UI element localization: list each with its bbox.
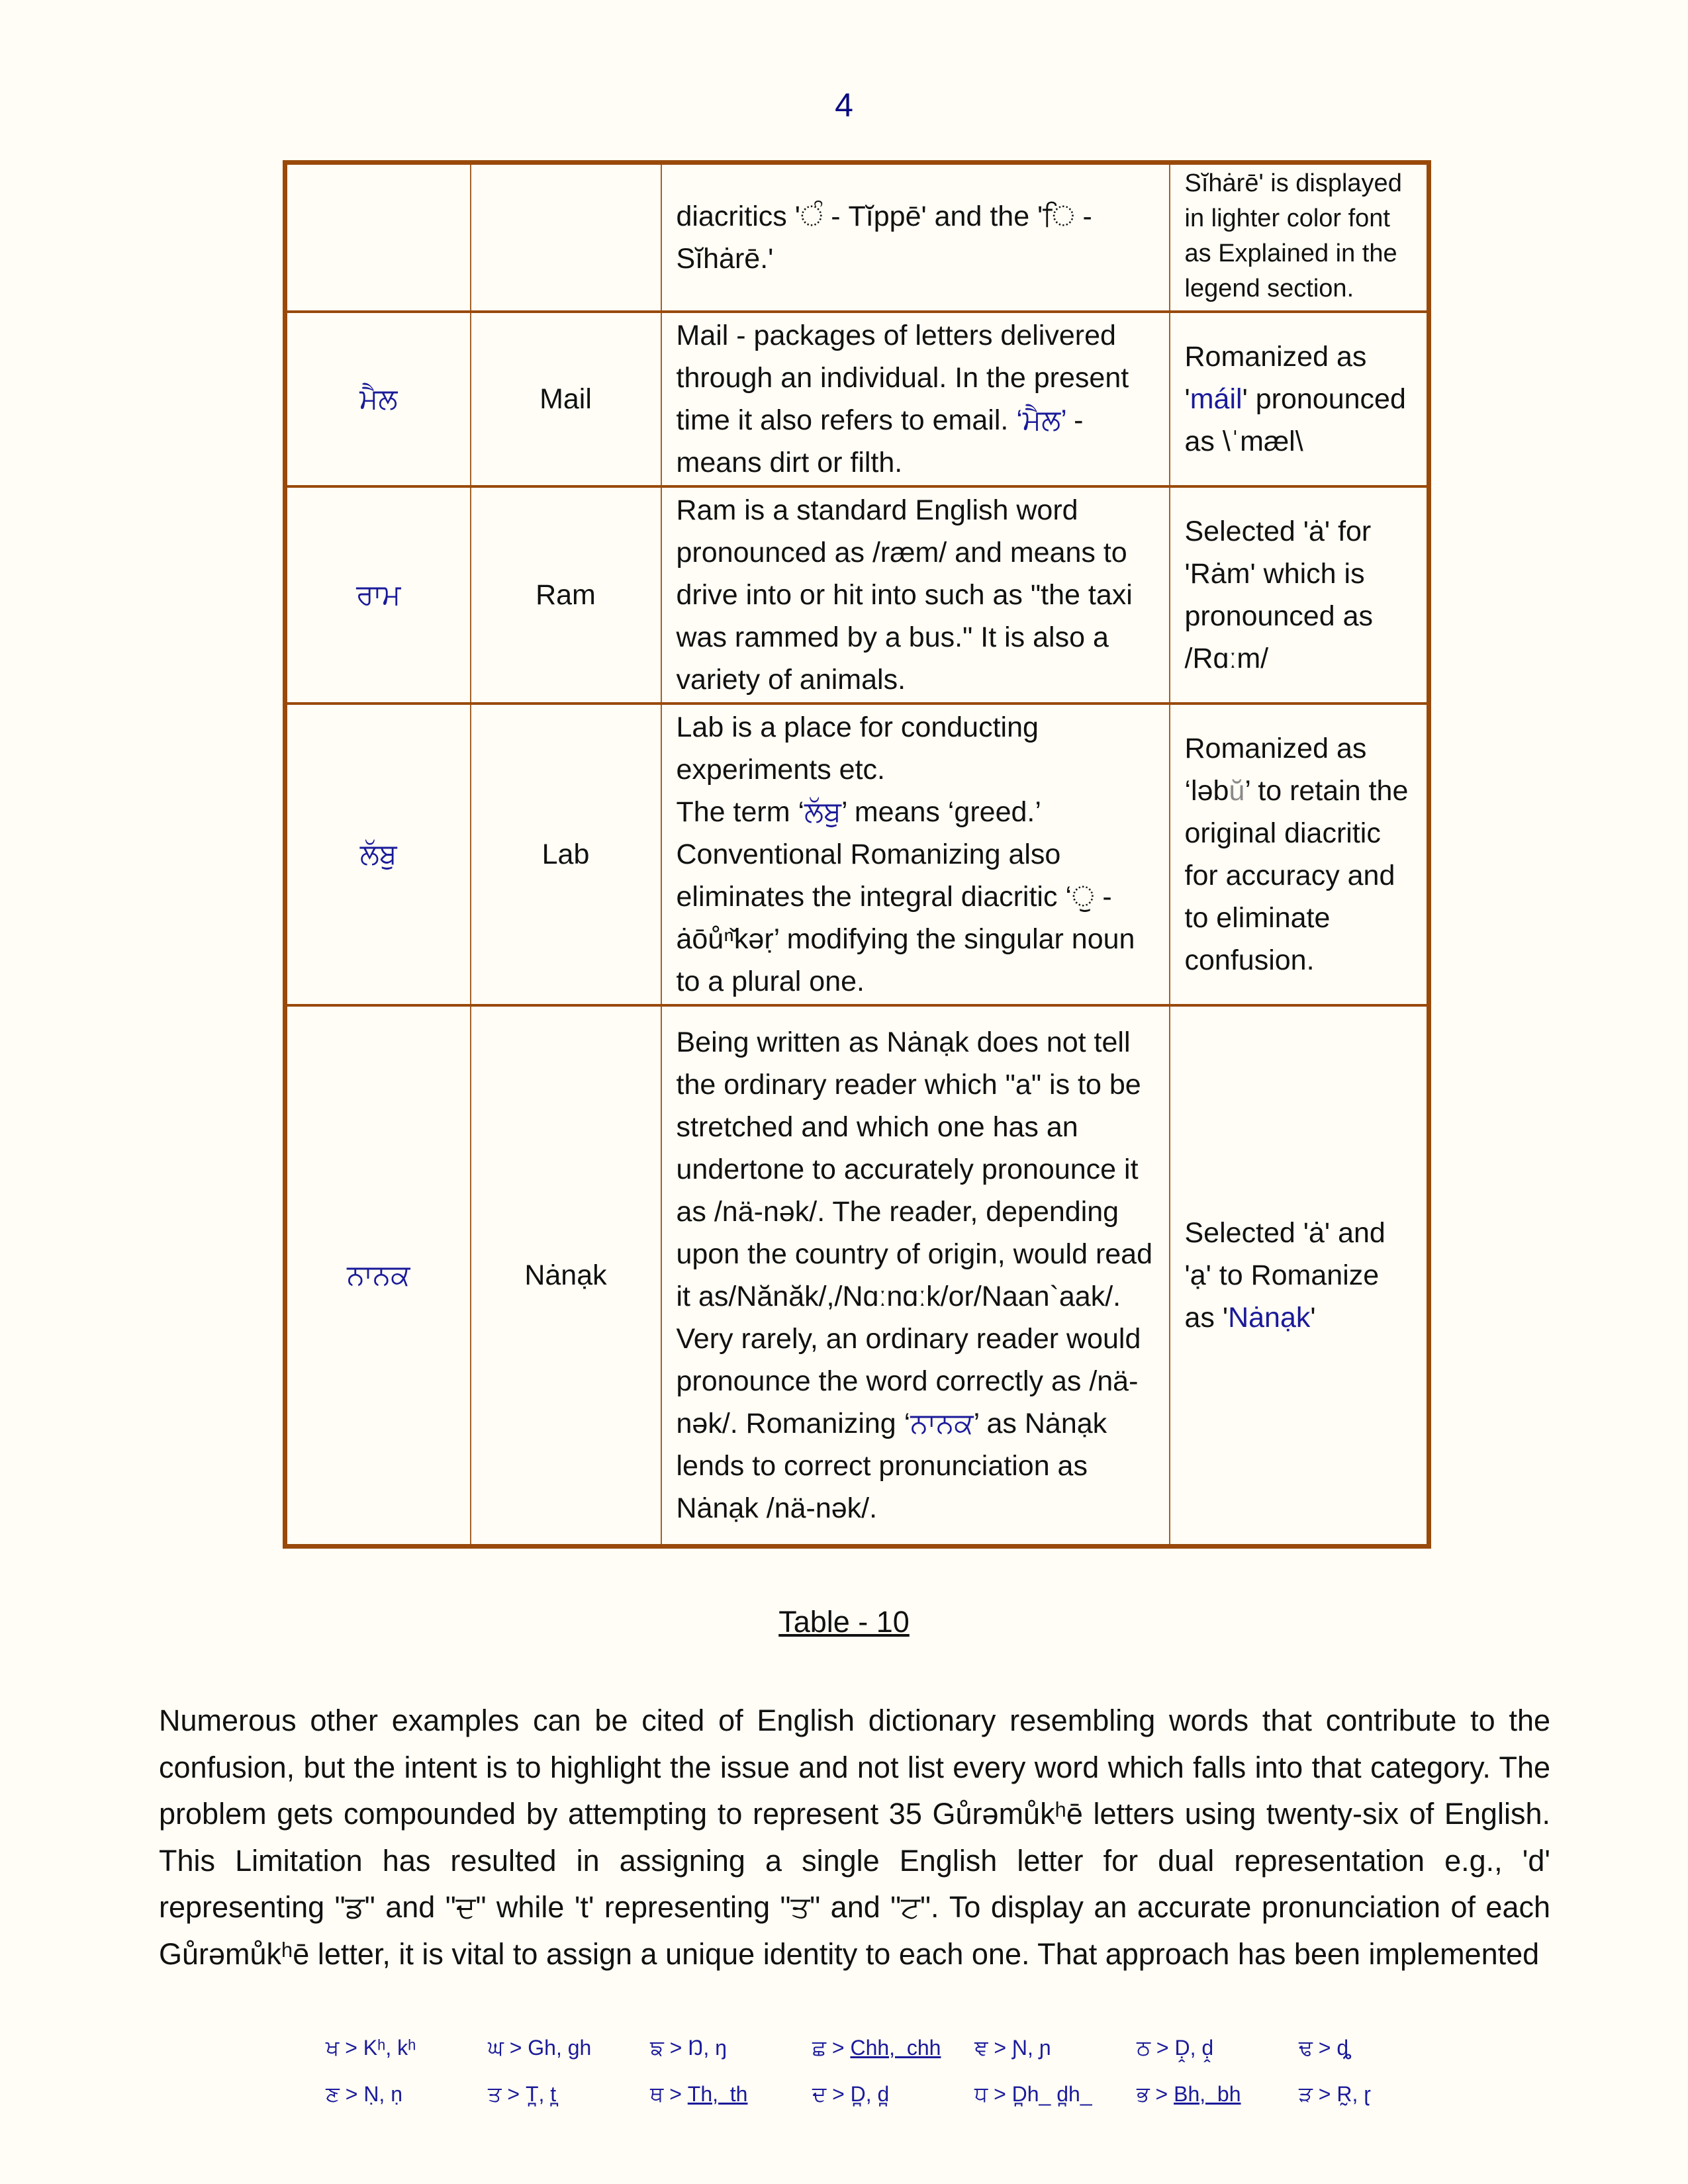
- roman-mapping: T̪, t̪: [525, 2082, 557, 2106]
- highlighted-term: ਲੱਬੁ: [804, 796, 841, 828]
- legend-item: [650, 2082, 812, 2107]
- text-run: Selected 'ȧ' for 'Rȧm' which is pronounced as /Rɑːm/: [1184, 515, 1373, 674]
- text-run: ’ to retain the original diacritic for accuracy and to eliminate confusion.: [1184, 774, 1409, 976]
- text-run: Romanized as ‘ləb: [1184, 732, 1367, 807]
- roman-mapping: Ṇ, ṇ: [363, 2082, 402, 2106]
- table-row: [285, 163, 1429, 312]
- table-row: [285, 312, 1429, 486]
- gurmukhi-letter: ਣ: [326, 2082, 340, 2106]
- text-run: - means dirt or filth.: [676, 404, 1084, 478]
- legend-item: [974, 2082, 1137, 2107]
- gurmukhi-word-cell: [285, 163, 471, 312]
- arrow: >: [826, 2082, 851, 2106]
- romanization-note-cell: [1170, 486, 1429, 704]
- text-run: Sĭhȧrē' is displayed in lighter color font as Explained in the legend section.: [1184, 169, 1402, 302]
- description-cell: [661, 312, 1170, 486]
- legend-item: [1137, 2082, 1299, 2107]
- roman-mapping: Kʰ, kʰ: [363, 2036, 416, 2060]
- roman-mapping: D̪h_ d̪h_: [1011, 2082, 1092, 2106]
- highlighted-term: Nȧnạk: [1228, 1301, 1311, 1334]
- text-run: Ram is a standard English word pronounced as /ræm/ and means to drive into or hit into such as "the taxi was rammed by a bus." It is also a variety of animals.: [676, 494, 1133, 696]
- text-run: ' pronounced as \ˈmæl\: [1184, 383, 1406, 457]
- legend-item: [974, 2036, 1137, 2061]
- gurmukhi-letter: ਤ: [488, 2082, 502, 2106]
- page-number: 4: [835, 87, 853, 124]
- gurmukhi-letter: ਭ: [1137, 2082, 1150, 2106]
- gurmukhi-letter: ਦ: [812, 2082, 827, 2106]
- gurmukhi-word-cell: ਲੱਬੁ: [285, 704, 471, 1005]
- legend-item: [1299, 2036, 1461, 2061]
- highlighted-term: ‘ਮੈਲ’: [1016, 404, 1066, 436]
- arrow: >: [988, 2082, 1012, 2106]
- gurmukhi-word-cell: ਰਾਮ: [285, 486, 471, 704]
- legend-item: [488, 2082, 650, 2107]
- roman-mapping: R̰, ɽ: [1336, 2082, 1371, 2106]
- legend-item: [326, 2036, 488, 2061]
- description-cell: [661, 163, 1170, 312]
- arrow: >: [1312, 2036, 1337, 2060]
- arrow: >: [1149, 2082, 1174, 2106]
- arrow: >: [339, 2082, 364, 2106]
- gurmukhi-letter: ਖ: [326, 2036, 340, 2060]
- text-run: ': [1310, 1301, 1316, 1334]
- gurmukhi-letter: ੜ: [1299, 2082, 1313, 2106]
- legend-item: [1299, 2082, 1461, 2107]
- arrow: >: [503, 2036, 528, 2060]
- highlighted-term: máil: [1190, 383, 1243, 415]
- text-run: Mail - packages of letters delivered through an individual. In the present time it also refers to email.: [676, 319, 1129, 436]
- gurmukhi-legend: [326, 2025, 1461, 2118]
- english-word-cell: Ram: [471, 486, 661, 704]
- romanization-note-cell: [1170, 1005, 1429, 1547]
- roman-mapping: Ḍ̭, ḍ̭: [1174, 2036, 1214, 2060]
- table-row: [285, 1005, 1429, 1547]
- gurmukhi-letter: ਠ: [1137, 2036, 1151, 2060]
- roman-mapping: D̪, d̪: [850, 2082, 890, 2106]
- english-word-cell: Lab: [471, 704, 661, 1005]
- arrow: >: [501, 2082, 526, 2106]
- text-run: Selected 'ȧ' and 'ạ' to Romanize as ': [1184, 1216, 1385, 1334]
- table-caption: Table - 10: [778, 1605, 910, 1639]
- table-row: [285, 486, 1429, 704]
- english-word-cell: Nȧnạk: [471, 1005, 661, 1547]
- table-row: [285, 704, 1429, 1005]
- text-run: ’ as Nȧnạk lends to correct pronunciation as Nȧnạk /nä-nək/.: [676, 1407, 1107, 1524]
- arrow: >: [663, 2082, 688, 2106]
- description-cell: [661, 1005, 1170, 1547]
- gurmukhi-letter: ਘ: [488, 2036, 504, 2060]
- romanization-note-cell: [1170, 704, 1429, 1005]
- romanization-table: [283, 160, 1431, 1549]
- text-run: Romanized as ': [1184, 340, 1367, 415]
- legend-item: [812, 2036, 974, 2061]
- roman-mapping: Bh, bh: [1174, 2082, 1241, 2106]
- description-cell: [661, 486, 1170, 704]
- legend-row: [326, 2071, 1461, 2118]
- arrow: >: [339, 2036, 363, 2060]
- legend-item: [326, 2082, 488, 2107]
- text-run: Lab is a place for conducting experiments etc.: [676, 711, 1039, 786]
- highlighted-term: ਨਾਨਕ: [910, 1407, 974, 1439]
- romanization-note-cell: [1170, 312, 1429, 486]
- legend-item: [650, 2036, 812, 2061]
- english-word-cell: Mail: [471, 312, 661, 486]
- gurmukhi-letter: ਛ: [812, 2036, 826, 2060]
- roman-mapping: Gh, gh: [528, 2036, 592, 2060]
- roman-mapping: Ŋ, ŋ: [688, 2036, 727, 2060]
- arrow: >: [663, 2036, 688, 2060]
- gurmukhi-word-cell: ਨਾਨਕ: [285, 1005, 471, 1547]
- text-run: Being written as Nȧnạk does not tell the ordinary reader which "a" is to be stretched and which one has an undertone to accurately pronounce it as /nä-nək/. The reader, depending upon the country of origin, would read it as/Nănăk/,/Nɑːnɑːk/or/Naan`aak/. Very rarely, an ordinary reader would pronounce the word correctly as /nä-nək/. Romanizing ‘: [676, 1026, 1153, 1439]
- arrow: >: [826, 2036, 851, 2060]
- roman-mapping: Th, th: [687, 2082, 748, 2106]
- legend-item: [1137, 2036, 1299, 2061]
- text-run: The term ‘: [676, 796, 805, 828]
- gurmukhi-letter: ਙ: [650, 2036, 664, 2060]
- legend-item: [488, 2036, 650, 2061]
- text-run: diacritics 'ੰ - Tĭppē' and the 'ਿ - Sĭhȧrē.': [676, 200, 1092, 275]
- romanization-note-cell: [1170, 163, 1429, 312]
- gurmukhi-word-cell: ਮੈਲ: [285, 312, 471, 486]
- description-cell: [661, 704, 1170, 1005]
- gurmukhi-letter: ਞ: [974, 2036, 988, 2060]
- gurmukhi-letter: ਥ: [650, 2082, 664, 2106]
- legend-row: [326, 2025, 1461, 2071]
- arrow: >: [1312, 2082, 1337, 2106]
- gurmukhi-letter: ਢ: [1299, 2036, 1313, 2060]
- text-run: ŭ: [1229, 774, 1245, 807]
- roman-mapping: Chh, chh: [850, 2036, 941, 2060]
- legend-item: [812, 2082, 974, 2107]
- arrow: >: [1150, 2036, 1175, 2060]
- text-run: ’ means ‘greed.’ Conventional Romanizing also eliminates the integral diacritic ‘ੁ - ȧōůⁿ̌kəṛ’ modifying the singular noun to a plural one.: [676, 796, 1135, 997]
- gurmukhi-letter: ਧ: [974, 2082, 988, 2106]
- roman-mapping: Ɲ, ɲ: [1011, 2036, 1051, 2060]
- arrow: >: [988, 2036, 1012, 2060]
- english-word-cell: [471, 163, 661, 312]
- body-paragraph: Numerous other examples can be cited of English dictionary resembling words that contribute to the confusion, but the intent is to highlight the issue and not list every word which falls into that category. The problem gets compounded by attempting to represent 35 Gůrəmůkʰē letters using twenty-six of English. This Limitation has resulted in assigning a single English letter for dual representation e.g., 'd' representing "ਡ" and "ਦ" while 't' representing "ਤ" and "ਟ". To display an accurate pronunciation of each Gůrəmůkʰē letter, it is vital to assign a unique identity to each one. That approach has been implemented: [159, 1704, 1550, 1971]
- roman-mapping: ȡ: [1336, 2036, 1352, 2060]
